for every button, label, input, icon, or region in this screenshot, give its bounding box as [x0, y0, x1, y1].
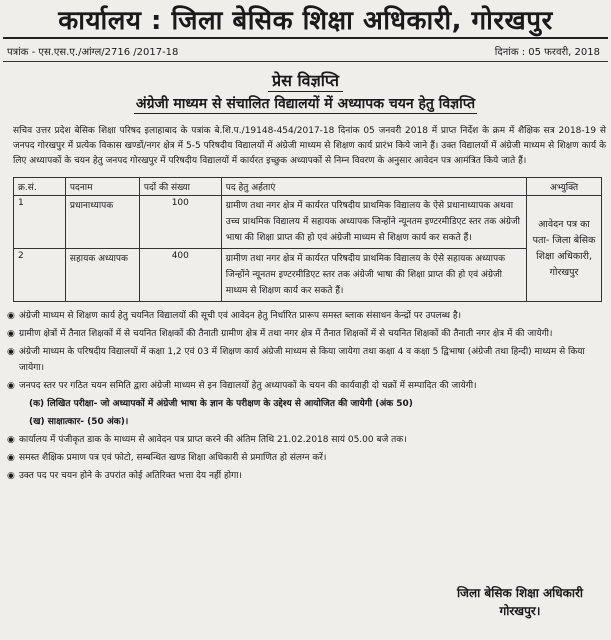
row-post: प्रधानाध्यापक	[65, 196, 139, 249]
table-row	[14, 196, 602, 249]
list-item-text: जनपद स्तर पर गठित चयन समिति द्वारा अंग्रेजी माध्यम से इन विद्यालयों हेतु अध्यापकों के चयन की कार्यवाही दो चक्रों में सम्पादित की जायेगी।	[19, 381, 477, 391]
sub-item-text: (क) लिखित परीक्षा- जो अध्यापकों में अंग्रेजी भाषा के ज्ञान के परीक्षण के उद्देश्य से आयोजित की जायेगी (अंक 50)	[29, 399, 413, 409]
bullet-icon: ◉	[7, 311, 15, 321]
col-header-count: पदों की संख्या	[139, 178, 221, 196]
list-item	[7, 450, 606, 466]
sub-item-text: (ख) साक्षात्कार- (50 अंक)।	[29, 417, 129, 427]
reference-date: दिनांक : 05 फरवरी, 2018	[494, 47, 600, 58]
row-sn: 1	[14, 196, 66, 249]
header-divider	[3, 37, 608, 39]
list-item	[7, 326, 606, 342]
row-qualification: ग्रामीण तथा नगर क्षेत्र में कार्यरत परिषदीय प्राथमिक विद्यालय के ऐसे सहायक अध्यापक जिन्होंने न्यूनतम इण्टरमीडिएट स्तर तक अंग्रेजी भाषा की शिक्षा प्राप्त की हो एवं अंग्रेजी माध्यम से शिक्षण कार्य कर सकते हैं।	[221, 249, 526, 302]
row-count: 100	[139, 196, 221, 249]
bullet-icon: ◉	[7, 471, 15, 481]
table-row	[14, 249, 602, 302]
table-header-row	[14, 178, 602, 196]
row-count: 400	[139, 249, 221, 302]
bullet-icon: ◉	[7, 453, 15, 463]
list-item-text: कार्यालय में पंजीकृत डाक के माध्यम से आवेदन पत्र प्राप्त करने की अंतिम तिथि 21.02.2018 सायं 05.00 बजे तक।	[19, 435, 407, 445]
subtitle-wrap	[3, 93, 608, 114]
row-sn: 2	[14, 249, 66, 302]
list-item-text: समस्त शैक्षिक प्रमाण पत्र एवं फोटो, सम्बन्धित खण्ड शिक्षा अधिकारी से प्रमाणित हो संलग्न करें।	[19, 453, 327, 463]
list-item-text: अंग्रेजी माध्यम के परिषदीय विद्यालयों में कक्षा 1,2 एवं 03 में शिक्षण कार्य अंग्रेजी माध्यम से किया जायेगा तथा कक्षा 4 व कक्षा 5 द्विभाषा (अंग्रेजी तथा हिन्दी) माध्यम से किया जायेगा।	[19, 347, 585, 373]
bullet-icon: ◉	[7, 329, 15, 339]
bullet-icon: ◉	[7, 381, 15, 391]
office-header: कार्यालय : जिला बेसिक शिक्षा अधिकारी, गोरखपुर	[58, 5, 553, 36]
list-item	[7, 308, 606, 324]
bullet-icon: ◉	[7, 435, 15, 445]
signature-place: गोरखपुर।	[499, 604, 541, 618]
instruction-list	[7, 308, 606, 484]
remark-cell	[527, 196, 602, 302]
list-item	[7, 378, 606, 394]
bullet-icon: ◉	[7, 347, 15, 357]
col-header-post: पदनाम	[65, 178, 139, 196]
list-item-text: अंग्रेजी माध्यम से शिक्षण कार्य हेतु चयनित विद्यालयों की सूची एवं आवेदन हेतु निर्धारित प्रारूप समस्त ब्लाक संसाधन केन्द्रों पर उपलब्ध है।	[19, 311, 462, 321]
list-item	[7, 468, 606, 484]
vacancy-table	[13, 177, 602, 302]
press-heading: प्रेस विज्ञप्ति	[268, 69, 343, 92]
list-item-text: उक्त पद पर चयन होने के उपरांत कोई अतिरिक्त भत्ता देय नहीं होगा।	[19, 471, 242, 481]
signature-title: जिला बेसिक शिक्षा अधिकारी	[456, 586, 583, 600]
signature-block	[457, 584, 583, 620]
col-header-sn: क्र.सं.	[14, 178, 66, 196]
row-qualification: ग्रामीण तथा नगर क्षेत्र में कार्यरत परिषदीय प्राथमिक विद्यालय के ऐसे प्रधानाध्यापक अथवा उच्च प्राथमिक विद्यालय में सहायक अध्यापक जिन्होंने न्यूनतम इण्टरमीडिएट स्तर तक अंग्रेजी भाषा की शिक्षा प्राप्त की हो एवं अंग्रेजी माध्यम से शिक्षण कार्य कर सकते हैं।	[221, 196, 526, 249]
list-item-text: ग्रामीण क्षेत्रों में तैनात शिक्षकों में से चयनित शिक्षकों की तैनाती ग्रामीण क्षेत्र में तथा नगर क्षेत्र में तैनात शिक्षकों में से चयनित शिक्षकों की तैनाती नगर क्षेत्र में की जायेगी।	[19, 329, 553, 339]
press-heading-wrap	[3, 69, 608, 91]
col-header-remark: अभ्युक्ति	[527, 178, 602, 196]
list-item	[7, 344, 606, 376]
row-post: सहायक अध्यापक	[65, 249, 139, 302]
col-header-qualification: पद हेतु अर्हताएं	[221, 178, 526, 196]
reference-line	[3, 43, 608, 59]
subtitle: अंग्रेजी माध्यम से संचालित विद्यालयों में अध्यापक चयन हेतु विज्ञप्ति	[135, 96, 476, 112]
sub-item	[7, 414, 606, 430]
reference-divider	[3, 61, 608, 62]
sub-item	[7, 396, 606, 412]
reference-number: पत्रांक - एस.एस.ए./आंग्ल/2716 /2017-18	[7, 47, 179, 58]
list-item	[7, 432, 606, 448]
intro-paragraph: सचिव उत्तर प्रदेश बेसिक शिक्षा परिषद इलाहाबाद के पत्रांक बे.शि.प./19148-454/2017-18 दिनांक 05 जनवरी 2018 में प्राप्त निर्देश के क्रम में शैक्षिक सत्र 2018-19 से जनपद गोरखपुर में प्रत्येक विकास खण्डों/नगर क्षेत्र में 5-5 परिषदीय विद्यालयों में अंग्रेजी माध्यम से शिक्षण कार्य प्रारंभ किये जाने हैं। उक्त विद्यालयों में अंग्रेजी माध्यम से शिक्षण कार्य के लिए अध्यापकों के चयन हेतु जनपद गोरखपुर में परिषदीय विद्यालयों में कार्यरत इच्छुक अध्यापकों से निम्न विवरण के अनुसार आवेदन पत्र आमंत्रित किये जाते हैं।	[13, 126, 606, 166]
remark-text: आवेदन पत्र का पता- जिला बेसिक शिक्षा अधिकारी, गोरखपुर	[532, 218, 596, 278]
